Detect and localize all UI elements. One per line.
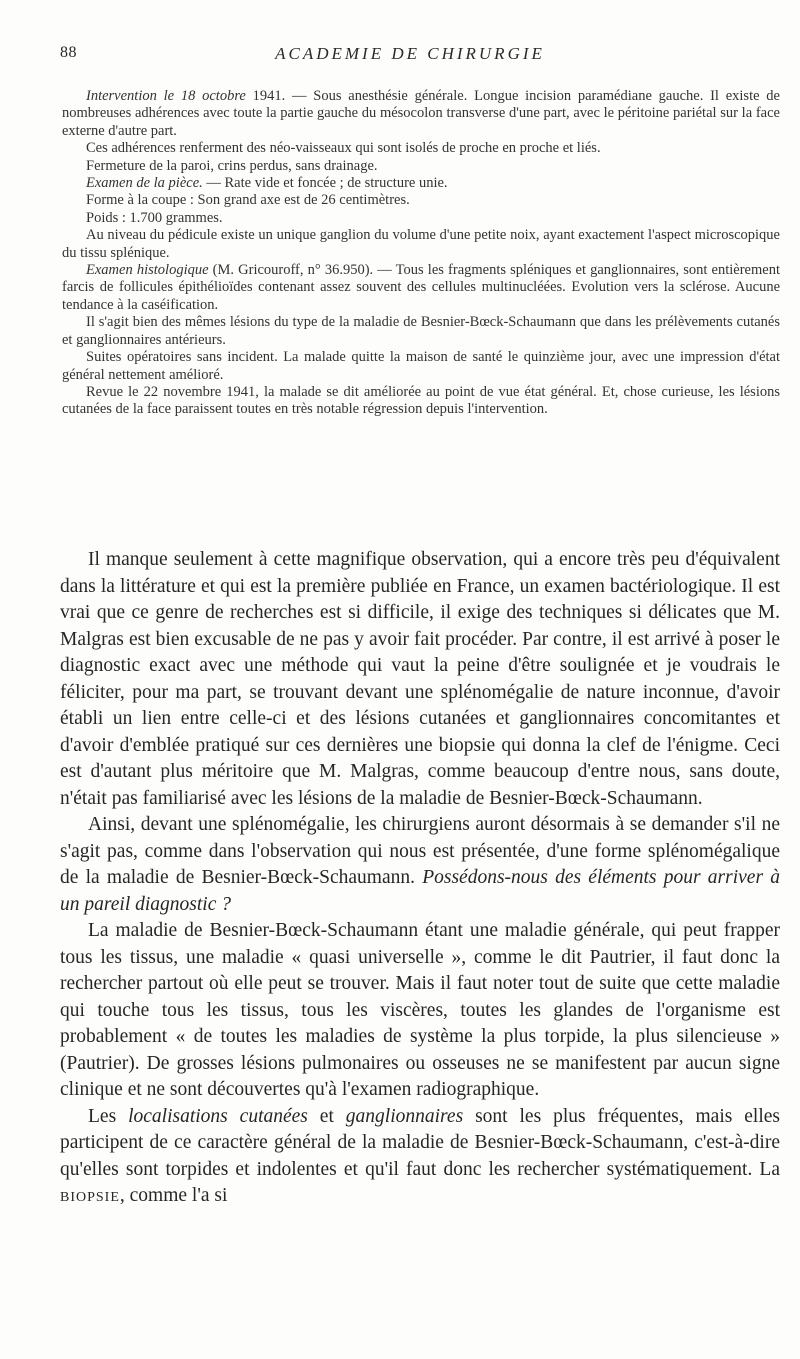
- paragraph-text: Il s'agit bien des mêmes lésions du type de la maladie de Besnier-Bœck-Schaumann que dans les prélèvements cutanés et ganglionnaires antérieurs.: [62, 314, 780, 348]
- paragraph-adherences: [62, 140, 780, 157]
- paragraph-lead: Intervention le 18 octobre: [86, 88, 246, 104]
- paragraph-revue: [62, 384, 780, 419]
- italic-term: ganglionnaires: [345, 1105, 464, 1127]
- paragraph-text: et: [307, 1105, 346, 1127]
- paragraph-examen-histologique: [62, 262, 780, 314]
- paragraph-text: 1941. — Sous anesthésie générale. Longue incision paramédiane gauche. Il existe de nombreuses adhérences avec toute la partie gauche du mésocolon transverse d'une part, avec le péritoine pariétal sur la face externe d'autre part.: [62, 88, 780, 139]
- paragraph-text: Revue le 22 novembre 1941, la malade se dit améliorée au point de vue état général. Et, chose curieuse, les lésions cutanées de la face paraissent toutes en très notable régression depuis l'intervention.: [62, 383, 780, 418]
- small-caps-term: biopsie: [60, 1185, 120, 1206]
- paragraph-text: Fermeture de la paroi, crins perdus, sans drainage.: [86, 157, 378, 174]
- paragraph-fermeture: [62, 158, 780, 175]
- paragraph-text: Il manque seulement à cette magnifique observation, qui a encore très peu d'équivalent dans la littérature et qui est la première publiée en France, un examen bactériologique. Il est vrai que ce genre de recherches est si difficile, il exige des techniques si délicates que M. Malgras est bien excusable de ne pas y avoir fait procéder. Par contre, il est arrivé à poser le diagnostic exact avec une méthode qui vaut la peine d'être soulignée et je voudrais le féliciter, pour ma part, se trouvant devant une splénomégalie de nature inconnue, d'avoir établi un lien entre celle-ci et des lésions cutanées et ganglionnaires concomitantes et d'avoir d'emblée pratiqué sur ces dernières une biopsie qui donna la clef de l'énigme. Ceci est d'autant plus méritoire que M. Malgras, comme beaucoup d'entre nous, sans doute, n'était pas familiarisé avec les lésions de la maladie de Besnier-Bœck-Schaumann.: [60, 549, 780, 809]
- paragraph-text: Les: [88, 1105, 129, 1127]
- paragraph-text: — Rate vide et foncée ; de structure unie.: [202, 175, 448, 192]
- paragraph-text: (M. Gricouroff, n° 36.950). — Tous les fragments spléniques et ganglionnaires, sont entièrement farcis de follicules épithélioïdes contenant assez souvent des cellules multinucléées. Evolution vers la sclérose. Aucune tendance à la caséification.: [62, 262, 780, 313]
- paragraph-text: Poids : 1.700 grammes.: [86, 209, 223, 226]
- italic-term: localisations cutanées: [128, 1105, 308, 1127]
- paragraph-intervention: [62, 88, 780, 140]
- commentary-paragraph-3: [60, 918, 780, 1104]
- commentary-paragraph-1: [60, 547, 780, 812]
- paragraph-suites: [62, 349, 780, 384]
- commentary-block: [60, 547, 780, 1210]
- paragraph-text: sont les plus fréquentes, mais elles participent de ce caractère général de la maladie de Besnier-Bœck-Schaumann, c'est-à-dire qu'elles sont torpides et indolentes et qu'il faut donc les rechercher systématiquement. La: [60, 1105, 780, 1180]
- paragraph-examen-piece: [62, 175, 780, 192]
- paragraph-text: Ainsi, devant une splénomégalie, les chirurgiens auront désormais à se demander s'il ne s'agit pas, comme dans l'observation qui nous est présentée, d'une forme splénomégalique de la maladie de Besnier-Bœck-Schaumann.: [60, 814, 780, 888]
- paragraph-poids: [62, 210, 780, 227]
- paragraph-text: La maladie de Besnier-Bœck-Schaumann étant une maladie générale, qui peut frapper tous les tissus, une maladie « quasi universelle », comme le dit Pautrier, il faut donc la rechercher partout où elle peut se trouver. Mais il faut noter tout de suite que cette maladie qui touche tous les tissus, tous les viscères, toutes les glandes de l'organisme est probablement « de toutes les maladies de système la plus torpide, la plus silencieuse » (Pautrier). De grosses lésions pulmonaires ou osseuses ne se manifestent par aucun signe clinique et ne sont découvertes qu'à l'examen radiographique.: [60, 920, 780, 1100]
- paragraph-text: Forme à la coupe : Son grand axe est de 26 centimètres.: [86, 192, 410, 209]
- page-number: 88: [60, 44, 77, 61]
- paragraph-forme: [62, 192, 780, 209]
- commentary-paragraph-2: [60, 812, 780, 918]
- paragraph-lead: Examen histologique: [86, 262, 209, 279]
- paragraph-text: Au niveau du pédicule existe un unique ganglion du volume d'une petite noix, ayant exactement l'aspect microscopique du tissu splénique.: [62, 227, 780, 261]
- journal-title: ACADEMIE DE CHIRURGIE: [275, 44, 545, 63]
- paragraph-lead: Examen de la pièce.: [86, 175, 203, 192]
- paragraph-pedicule: [62, 227, 780, 262]
- paragraph-text: Suites opératoires sans incident. La malade quitte la maison de santé le quinzième jour, avec une impression d'état général nettement amélioré.: [62, 349, 780, 383]
- running-header: [60, 44, 760, 66]
- paragraph-lesions: [62, 314, 780, 349]
- paragraph-text: , comme l'a si: [119, 1185, 228, 1206]
- case-report-block: [62, 88, 780, 419]
- commentary-paragraph-4: [60, 1104, 780, 1210]
- paragraph-text: Ces adhérences renferment des néo-vaisseaux qui sont isolés de proche en proche et liés.: [86, 140, 601, 157]
- question-italic: Possédons-nous des éléments pour arriver à un pareil diagnostic ?: [60, 867, 780, 915]
